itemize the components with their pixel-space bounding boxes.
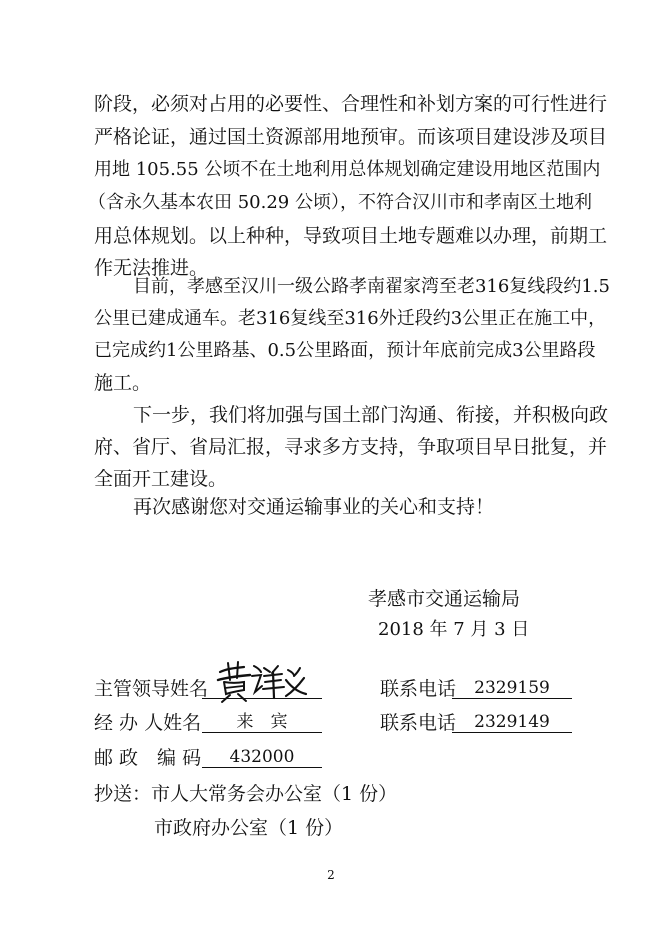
body-line-p3-2: 府、省厅、省局汇报，寻求多方支持，争取项目早日批复，并 — [94, 436, 608, 458]
body-line-p1-5: 用总体规划。以上种种，导致项目土地专题难以办理，前期工 — [94, 225, 608, 247]
body-line-p1-6: 作无法推进。 — [94, 257, 209, 279]
cc-line-1: 抄送：市人大常务会办公室（1 份） — [94, 783, 398, 805]
handler-name-label: 经 办 人姓名 — [94, 712, 202, 734]
body-line-p3-3: 全面开工建设。 — [94, 468, 228, 490]
body-line-p1-3: 用地 105.55 公顷不在土地利用总体规划确定建设用地区范围内 — [94, 159, 601, 180]
phone-value-1: 2329159 — [452, 676, 572, 699]
postcode-label: 邮 政 编 码 — [94, 747, 202, 769]
body-line-p1-4: （含永久基本农田 50.29 公顷），不符合汉川市和孝南区土地利 — [88, 192, 592, 213]
phone-label-1: 联系电话 — [380, 678, 457, 700]
handler-name-value: 来 宾 — [202, 710, 322, 733]
body-line-p2-2: 公里已建成通车。老316复线至316外迁段约3公里正在施工中， — [94, 308, 607, 329]
page-number: 2 — [327, 868, 335, 882]
postcode-value: 432000 — [202, 745, 322, 768]
body-line-p2-3: 已完成约1公里路基、0.5公里路面，预计年底前完成3公里路段 — [94, 340, 596, 361]
phone-label-2: 联系电话 — [380, 712, 457, 734]
cc-line-2: 市政府办公室（1 份） — [154, 817, 344, 839]
body-line-p1-2: 严格论证，通过国土资源部用地预审。而该项目建设涉及项目 — [94, 126, 608, 148]
body-line-p2-1: 目前，孝感至汉川一级公路孝南翟家湾至老316复线段约1.5 — [133, 276, 610, 297]
closing-date: 2018 年 7 月 3 日 — [378, 619, 530, 640]
phone-value-2: 2329149 — [452, 710, 572, 733]
leader-name-label: 主管领导姓名 — [94, 678, 209, 700]
leader-signature — [214, 658, 309, 704]
body-line-p4: 再次感谢您对交通运输事业的关心和支持！ — [133, 496, 495, 518]
body-line-p2-4: 施工。 — [94, 372, 152, 394]
closing-organization: 孝感市交通运输局 — [368, 588, 521, 610]
body-line-p1-1: 阶段，必须对占用的必要性、合理性和补划方案的可行性进行 — [94, 93, 608, 115]
body-line-p3-1: 下一步，我们将加强与国土部门沟通、衔接，并积极向政 — [133, 404, 609, 426]
